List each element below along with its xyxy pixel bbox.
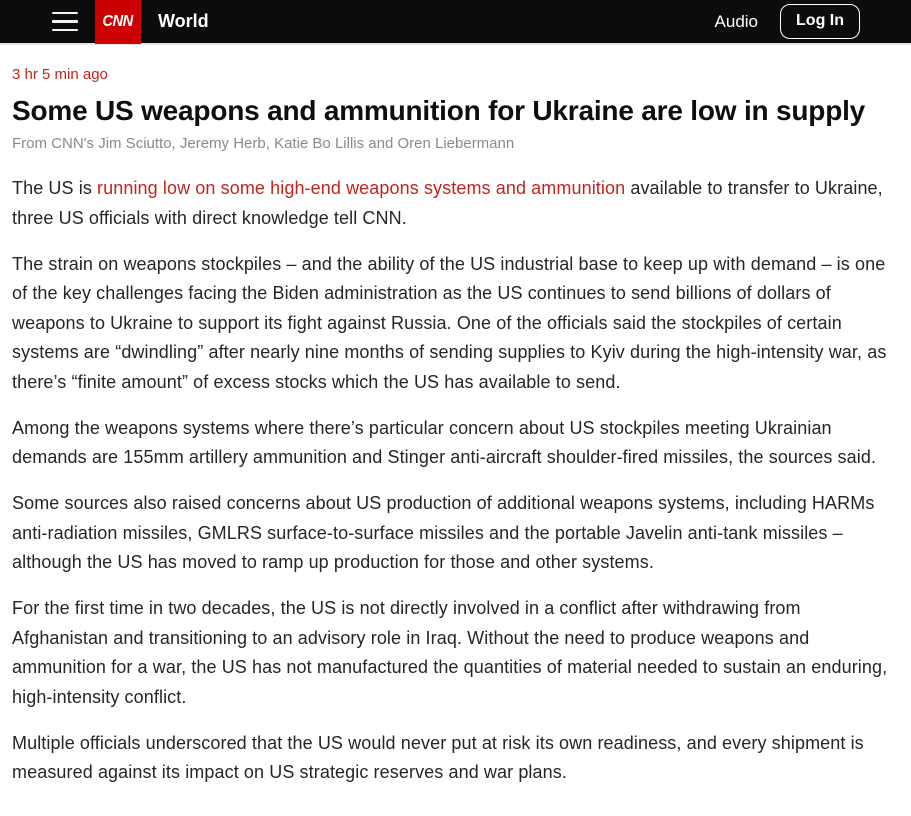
menu-button[interactable]	[52, 12, 78, 32]
login-button[interactable]: Log In	[780, 4, 860, 39]
inline-article-link[interactable]: running low on some high-end weapons systems and ammunition	[97, 178, 626, 198]
article-headline: Some US weapons and ammunition for Ukraine are low in supply	[12, 95, 866, 126]
section-title-world[interactable]: World	[158, 11, 209, 31]
article	[0, 45, 911, 788]
article-body	[12, 174, 899, 788]
article-paragraph: The strain on weapons stockpiles – and the ability of the US industrial base to keep up with demand – is one of the key challenges facing the Biden administration as the US continues to send billions of dollars of weapons to Ukraine to support its fight against Russia. One of the officials said the stockpiles of certain systems are “dwindling” after nearly nine months of sending supplies to Kyiv during the high-intensity war, as there’s “finite amount” of excess stocks which the US has available to send.	[12, 253, 887, 392]
cnn-logo-text: CNN	[102, 12, 134, 30]
article-paragraph: Multiple officials underscored that the US would never put at risk its own readiness, and every shipment is measured against its impact on US strategic reserves and war plans.	[12, 732, 864, 782]
paragraph-text: available to transfer to Ukraine, three US officials with direct knowledge tell CNN.	[12, 178, 883, 228]
nav-right	[715, 4, 860, 39]
article-paragraph	[12, 174, 899, 233]
paragraph-text: The US is	[12, 178, 98, 198]
article-paragraph: For the first time in two decades, the US is not directly involved in a conflict after withdrawing from Afghanistan and transitioning to an advisory role in Iraq. Without the need to produce weapons and ammunition for a war, the US has not manufactured the quantities of material needed to sustain an enduring, high-intensity conflict.	[12, 598, 888, 707]
top-nav	[0, 0, 911, 45]
article-paragraph: Some sources also raised concerns about US production of additional weapons systems, including HARMs anti-radiation missiles, GMLRS surface-to-surface missiles and the portable Javelin anti-tank missiles – although the US has moved to ramp up production for those and other systems.	[12, 493, 875, 572]
article-timestamp: 3 hr 5 min ago	[12, 66, 108, 83]
article-paragraph: Among the weapons systems where there’s particular concern about US stockpiles meeting Ukrainian demands are 155mm artillery ammunition and Stinger anti-aircraft shoulder-fired missiles, the sources said.	[12, 417, 877, 467]
cnn-logo[interactable]	[95, 0, 141, 44]
article-byline: From CNN's Jim Sciutto, Jeremy Herb, Katie Bo Lillis and Oren Liebermann	[12, 135, 515, 152]
audio-link[interactable]: Audio	[714, 11, 759, 31]
